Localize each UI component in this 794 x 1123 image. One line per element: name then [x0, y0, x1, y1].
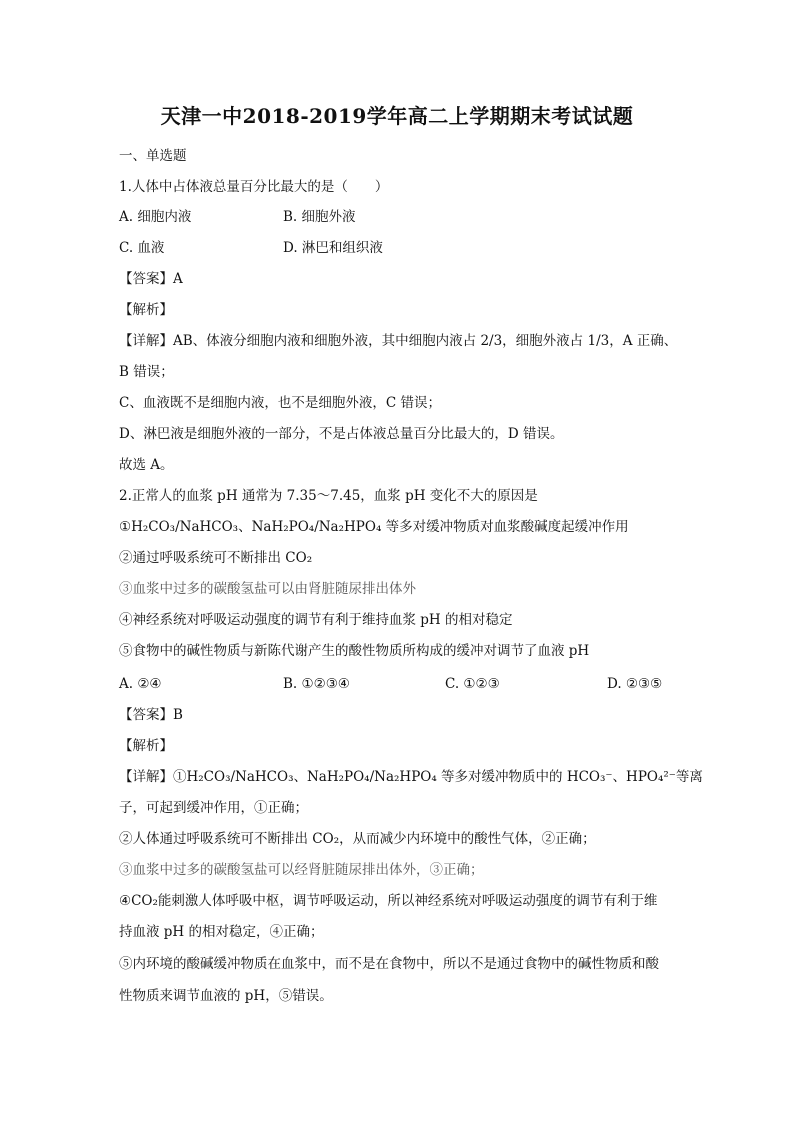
q2-detail-line: ⑤内环境的酸碱缓冲物质在血浆中，而不是在食物中，所以不是通过食物中的碱性物质和酸: [119, 956, 659, 972]
q2-option-b: B. ①②③④: [283, 676, 350, 692]
q2-detail-line: ③血浆中过多的碳酸氢盐可以经肾脏随尿排出体外，③正确；: [119, 862, 484, 878]
q2-item-3: ③血浆中过多的碳酸氢盐可以由肾脏随尿排出体外: [119, 581, 416, 597]
q2-detail-line: 【详解】①H₂CO₃/NaHCO₃、NaH₂PO₄/Na₂HPO₄ 等多对缓冲物质中的 HCO₃⁻、HPO₄²⁻等离: [119, 769, 703, 785]
q2-option-c: C. ①②③: [445, 676, 500, 692]
q1-detail-line: D、淋巴液是细胞外液的一部分，不是占体液总量百分比最大的，D 错误。: [119, 426, 564, 442]
page-title: 天津一中2018-2019学年高二上学期期末考试试题: [160, 104, 634, 128]
q1-analysis-label: 【解析】: [119, 302, 173, 318]
q1-detail-line: C、血液既不是细胞内液，也不是细胞外液，C 错误；: [119, 395, 441, 411]
q1-detail-line: 故选 A。: [119, 457, 174, 473]
q1-answer: 【答案】A: [119, 271, 183, 287]
q2-detail-line: ②人体通过呼吸系统可不断排出 CO₂，从而减少内环境中的酸性气体，②正确；: [119, 831, 596, 847]
q1-option-c: C. 血液: [119, 240, 165, 256]
q1-stem: 1.人体中占体液总量百分比最大的是（ ）: [119, 179, 389, 195]
q1-option-a: A. 细胞内液: [119, 209, 192, 225]
q1-option-d: D. 淋巴和组织液: [283, 240, 383, 256]
q2-detail-line: 性物质来调节血液的 pH，⑤错误。: [119, 988, 333, 1004]
q2-option-d: D. ②③⑤: [607, 676, 663, 692]
q2-item-1: ①H₂CO₃/NaHCO₃、NaH₂PO₄/Na₂HPO₄ 等多对缓冲物质对血浆酸碱度起缓冲作用: [119, 519, 629, 535]
q2-detail-line: 子，可起到缓冲作用，①正确；: [119, 800, 308, 816]
q2-answer: 【答案】B: [119, 707, 183, 723]
section-heading: 一、单选题: [119, 148, 187, 164]
q2-analysis-label: 【解析】: [119, 738, 173, 754]
q1-detail-line: B 错误；: [119, 364, 174, 380]
q2-detail-line: 持血液 pH 的相对稳定，④正确；: [119, 924, 324, 940]
q2-detail-line: ④CO₂能刺激人体呼吸中枢，调节呼吸运动，所以神经系统对呼吸运动强度的调节有利于维: [119, 893, 658, 909]
q2-option-a: A. ②④: [119, 676, 162, 692]
q1-option-b: B. 细胞外液: [283, 209, 356, 225]
q1-detail-line: 【详解】AB、体液分细胞内液和细胞外液，其中细胞内液占 2/3，细胞外液占 1/3，A 正确、: [119, 333, 678, 349]
q2-item-2: ②通过呼吸系统可不断排出 CO₂: [119, 550, 313, 566]
q2-item-5: ⑤食物中的碱性物质与新陈代谢产生的酸性物质所构成的缓冲对调节了血液 pH: [119, 643, 590, 659]
q2-item-4: ④神经系统对呼吸运动强度的调节有利于维持血浆 pH 的相对稳定: [119, 612, 513, 628]
q2-stem: 2.正常人的血浆 pH 通常为 7.35～7.45，血浆 pH 变化不大的原因是: [119, 488, 538, 504]
